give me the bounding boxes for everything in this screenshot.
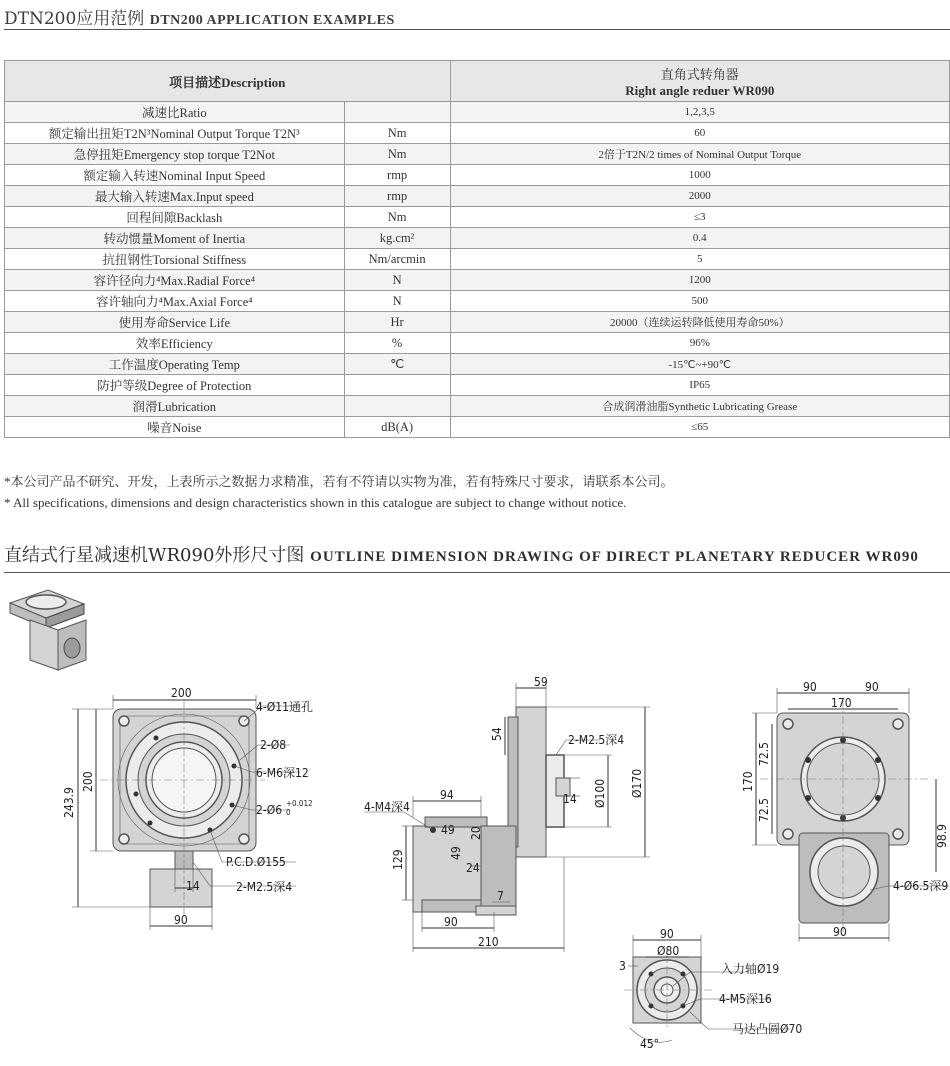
row-label: 额定输入转速Nominal Input Speed (5, 165, 345, 186)
row-unit: Nm (344, 207, 450, 228)
note-cn: *本公司产品不研究、开发，上表所示之数据力求精准，若有不符请以实物为准，若有特殊尺寸要求，请联系本公司。 (4, 474, 674, 489)
row-value: ≤3 (450, 207, 949, 228)
right-dim-170w: 170 (831, 696, 852, 710)
bottom-callout-m5: 4-M5深16 (719, 992, 772, 1006)
front-callout-m6: 6-M6深12 (256, 766, 309, 780)
front-callout-d6: 2-Ø6 (256, 803, 283, 817)
bottom-dim-angle: 45° (640, 1037, 660, 1051)
drawing-title-cn: 直结式行星减速机WR090外形尺寸图 (4, 545, 305, 566)
row-label: 急停扭矩Emergency stop torque T2Not (5, 144, 345, 165)
header-rule (4, 29, 950, 30)
row-unit: % (344, 333, 450, 354)
side-dim-54: 54 (490, 727, 504, 741)
row-unit: Nm (344, 123, 450, 144)
table-row (5, 291, 950, 312)
row-label: 容许径向力⁴Max.Radial Force⁴ (5, 270, 345, 291)
outline-drawing (0, 580, 950, 1066)
front-callout-pin: 2-Ø8 (260, 738, 287, 752)
table-row (5, 228, 950, 249)
front-callout-holes: 4-Ø11通孔 (256, 700, 313, 714)
table-header-product (450, 61, 949, 102)
table-header-product-en: Right angle reduer WR090 (625, 82, 775, 98)
side-dim-d100: Ø100 (593, 778, 607, 808)
side-dim-24: 24 (466, 861, 480, 875)
right-dim-72-5a: 72.5 (757, 741, 771, 766)
table-body (5, 102, 950, 438)
row-label: 减速比Ratio (5, 102, 345, 123)
row-label: 噪音Noise (5, 417, 345, 438)
right-dim-90b: 90 (865, 680, 879, 694)
bottom-callout-boss: 马达凸圆Ø70 (732, 1022, 803, 1036)
row-value: -15℃~+90℃ (450, 354, 949, 375)
header-title-cn: DTN200应用范例 (4, 9, 145, 29)
row-value: 1000 (450, 165, 949, 186)
right-dim-98-9: 98.9 (935, 823, 949, 848)
row-value: 合成润滑油脂Synthetic Lubricating Grease (450, 396, 949, 417)
front-callout-d6-tol-dn: 0 (286, 808, 291, 817)
row-value: IP65 (450, 375, 949, 396)
row-value: 5 (450, 249, 949, 270)
row-unit (344, 375, 450, 396)
front-callout-m25: 2-M2.5深4 (236, 880, 293, 894)
table-row (5, 102, 950, 123)
side-dim-20: 20 (469, 826, 483, 840)
table-row (5, 354, 950, 375)
bottom-dim-90: 90 (660, 927, 674, 941)
front-dim-200-side: 200 (81, 771, 95, 792)
row-label: 工作温度Operating Temp (5, 354, 345, 375)
row-unit: N (344, 270, 450, 291)
table-row (5, 249, 950, 270)
row-unit: rmp (344, 186, 450, 207)
header-title-en: DTN200 APPLICATION EXAMPLES (149, 13, 395, 28)
row-value: 500 (450, 291, 949, 312)
table-row (5, 186, 950, 207)
row-label: 最大输入转速Max.Input speed (5, 186, 345, 207)
front-callout-pcd: P.C.D.Ø155 (226, 855, 286, 869)
drawing-title-rule (4, 572, 950, 573)
row-label: 使用寿命Service Life (5, 312, 345, 333)
table-row (5, 333, 950, 354)
bottom-dim-d80: Ø80 (657, 944, 680, 958)
table-row (5, 270, 950, 291)
bottom-dim-3: 3 (619, 959, 626, 973)
row-value: 96% (450, 333, 949, 354)
side-dim-94: 94 (440, 788, 454, 802)
right-callout-holes: 4-Ø6.5深9 (893, 879, 949, 893)
row-label: 额定输出扭矩T2N³Nominal Output Torque T2N³ (5, 123, 345, 144)
row-value: 2倍于T2N/2 times of Nominal Output Torque (450, 144, 949, 165)
table-row (5, 165, 950, 186)
front-callout-d6-tol-up: +0.012 (286, 799, 313, 808)
bottom-view (619, 927, 802, 1051)
note-en: * All specifications, dimensions and design characteristics shown in this catalogue are subject to change without notice. (4, 495, 627, 510)
row-value: 1200 (450, 270, 949, 291)
table-row (5, 312, 950, 333)
drawing-title-en: OUTLINE DIMENSION DRAWING OF DIRECT PLANETARY REDUCER WR090 (310, 549, 919, 565)
right-dim-90a: 90 (803, 680, 817, 694)
row-value: 20000（连续运转降低使用寿命50%） (450, 312, 949, 333)
table-header-description: 项目描述Description (5, 61, 451, 102)
table-row (5, 123, 950, 144)
table-row (5, 207, 950, 228)
front-view (62, 686, 313, 930)
row-value: 2000 (450, 186, 949, 207)
front-dim-243-9: 243.9 (62, 787, 76, 818)
row-label: 防护等级Degree of Protection (5, 375, 345, 396)
side-callout-m25: 2-M2.5深4 (568, 733, 625, 747)
row-label: 抗扭钢性Torsional Stiffness (5, 249, 345, 270)
side-view (364, 675, 650, 952)
side-dim-49a: 49 (441, 823, 455, 837)
side-dim-129: 129 (391, 849, 405, 870)
row-label: 转动惯量Moment of Inertia (5, 228, 345, 249)
front-dim-200-top: 200 (171, 686, 192, 700)
bottom-callout-shaft: 入力轴Ø19 (721, 962, 780, 976)
row-label: 润滑Lubrication (5, 396, 345, 417)
drawing-title (4, 541, 919, 567)
row-unit: ℃ (344, 354, 450, 375)
row-unit (344, 102, 450, 123)
row-unit: rmp (344, 165, 450, 186)
row-label: 效率Efficiency (5, 333, 345, 354)
table-row (5, 375, 950, 396)
row-value: ≤65 (450, 417, 949, 438)
row-unit: Hr (344, 312, 450, 333)
row-value: 60 (450, 123, 949, 144)
product-3d-thumbnail (10, 590, 86, 670)
row-label: 容许轴向力⁴Max.Axial Force⁴ (5, 291, 345, 312)
row-unit (344, 396, 450, 417)
row-unit: Nm (344, 144, 450, 165)
side-dim-90: 90 (444, 915, 458, 929)
side-dim-7: 7 (497, 889, 504, 903)
side-dim-210: 210 (478, 935, 499, 949)
row-label: 回程间隙Backlash (5, 207, 345, 228)
row-unit: N (344, 291, 450, 312)
row-unit: Nm/arcmin (344, 249, 450, 270)
row-value: 0.4 (450, 228, 949, 249)
page-header-title (4, 4, 395, 29)
side-dim-59: 59 (534, 675, 548, 689)
front-dim-14: 14 (186, 879, 200, 893)
row-unit: dB(A) (344, 417, 450, 438)
right-dim-170h: 170 (741, 771, 755, 792)
table-row (5, 417, 950, 438)
right-dim-90c: 90 (833, 925, 847, 939)
row-value: 1,2,3,5 (450, 102, 949, 123)
table-row (5, 396, 950, 417)
row-unit: kg.cm² (344, 228, 450, 249)
side-dim-14: 14 (563, 792, 577, 806)
side-dim-d170: Ø170 (630, 768, 644, 798)
table-header-row (5, 61, 950, 102)
spec-table (4, 60, 950, 438)
right-view (741, 680, 950, 942)
side-dim-49b: 49 (449, 846, 463, 860)
right-dim-72-5b: 72.5 (757, 797, 771, 822)
table-row (5, 144, 950, 165)
table-header-product-cn: 直角式转角器 (660, 66, 739, 82)
front-dim-90: 90 (174, 913, 188, 927)
side-callout-m4: 4-M4深4 (364, 800, 410, 814)
